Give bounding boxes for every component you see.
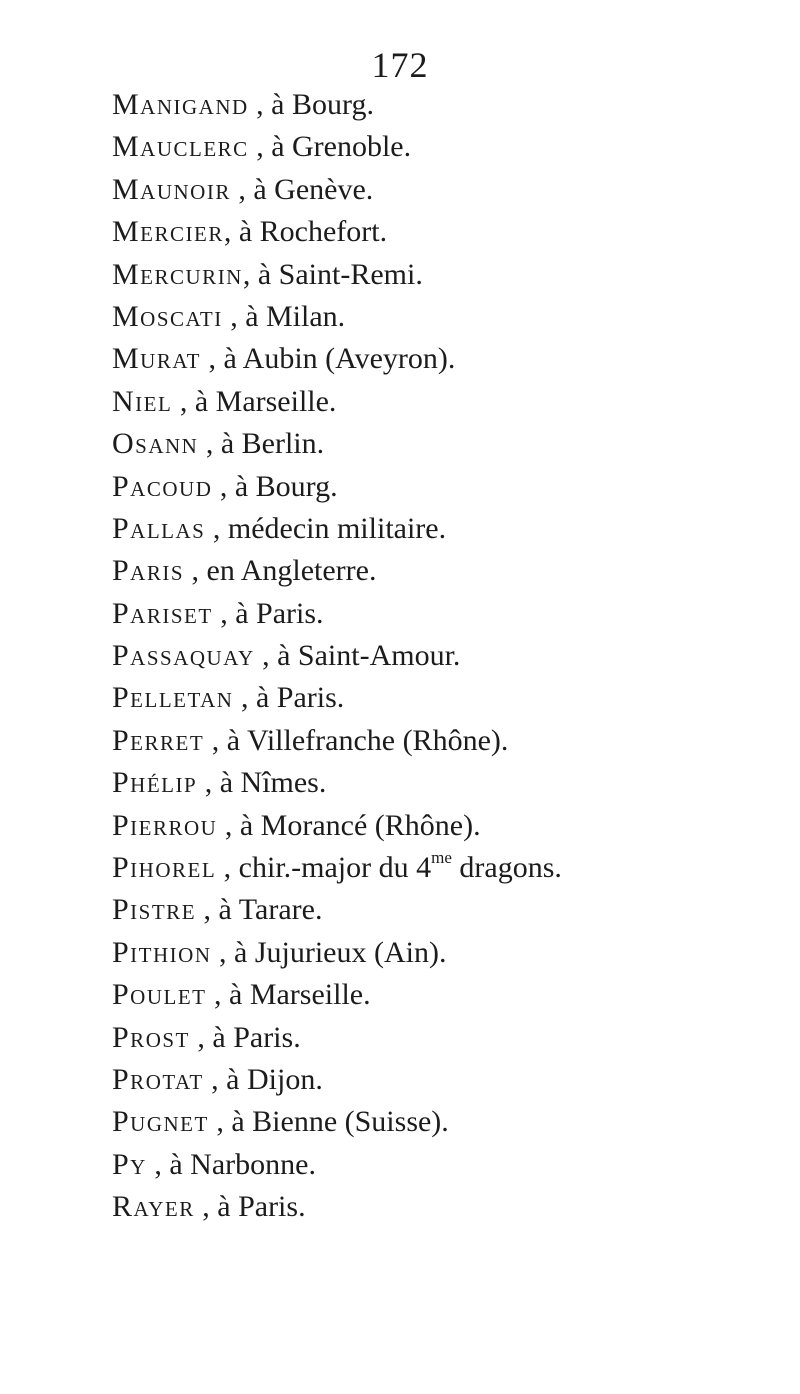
- entry-separator: ,: [172, 384, 195, 418]
- list-item: [112, 593, 800, 635]
- list-item: [112, 211, 800, 253]
- list-item: [112, 974, 800, 1016]
- entry-name: Pariset: [112, 596, 213, 630]
- entry-name: Maunoir: [112, 172, 231, 206]
- list-item: [112, 720, 800, 762]
- list-item: [112, 508, 800, 550]
- entry-separator: ,: [184, 554, 207, 588]
- entry-name: Pihorel: [112, 851, 217, 885]
- entry-place: à Bienne (Suisse).: [231, 1105, 449, 1139]
- entry-name: Pacoud: [112, 469, 213, 503]
- list-item: [112, 805, 800, 847]
- list-item: [112, 296, 800, 338]
- entry-place: à Paris.: [212, 1020, 301, 1054]
- page-number: 172: [371, 45, 429, 85]
- entry-separator: ,: [189, 1020, 213, 1054]
- entry-separator: ,: [248, 130, 272, 164]
- list-item: [112, 677, 800, 719]
- entry-separator: ,: [203, 1062, 227, 1096]
- entry-separator: ,: [146, 1147, 170, 1181]
- entry-name: Pierrou: [112, 808, 218, 842]
- entry-name: Osann: [112, 427, 199, 461]
- entry-separator: ,: [217, 808, 240, 842]
- entry-separator: ,: [216, 851, 239, 885]
- entry-separator: ,: [222, 299, 246, 333]
- entry-separator: ,: [230, 172, 254, 206]
- list-item: [112, 381, 800, 423]
- entry-place: à Milan.: [245, 299, 346, 333]
- entry-separator: ,: [205, 511, 228, 545]
- list-item: [112, 1059, 800, 1101]
- list-item: [112, 762, 800, 804]
- entry-separator: ,: [242, 257, 258, 291]
- list-item: [112, 84, 800, 126]
- list-item: [112, 889, 800, 931]
- list-item: [112, 1186, 800, 1228]
- list-item: [112, 338, 800, 380]
- entry-place: à Nîmes.: [219, 766, 327, 800]
- entry-place: à Paris.: [217, 1190, 306, 1224]
- list-item: [112, 932, 800, 974]
- entry-superscript: me: [431, 848, 452, 868]
- entry-place: à Tarare.: [218, 893, 323, 927]
- entry-place: à Marseille.: [194, 384, 337, 418]
- entry-place: à Paris.: [255, 681, 345, 715]
- list-item: [112, 635, 800, 677]
- entry-place: à Morancé (Rhône).: [239, 808, 481, 842]
- entry-name: Pithion: [112, 935, 212, 969]
- entry-name: Rayer: [112, 1190, 195, 1224]
- entry-place: à Bourg.: [234, 469, 338, 503]
- entry-name: Mercier: [112, 215, 224, 249]
- entry-name: Mauclerc: [112, 130, 249, 164]
- entry-name: Paris: [112, 554, 185, 588]
- entry-name: Mercurin: [112, 257, 243, 291]
- entry-place: à Saint-Amour.: [277, 639, 461, 673]
- entry-place: à Jujurieux (Ain).: [234, 935, 447, 969]
- entry-name: Niel: [112, 384, 173, 418]
- list-item: [112, 1017, 800, 1059]
- entry-name: Manigand: [112, 88, 249, 121]
- entry-separator: ,: [204, 723, 227, 757]
- entry-name: Pistre: [112, 893, 197, 927]
- list-item: [112, 126, 800, 168]
- entry-place-continued: dragons.: [451, 851, 562, 885]
- entry-place: à Villefranche (Rhône).: [226, 723, 509, 757]
- entry-place: à Genève.: [253, 172, 374, 206]
- entry-separator: ,: [196, 893, 219, 927]
- list-item: [112, 254, 800, 296]
- entry-place: à Grenoble.: [271, 130, 412, 164]
- entry-separator: ,: [223, 215, 239, 249]
- list-item: [112, 423, 800, 465]
- entry-separator: ,: [212, 469, 235, 503]
- entry-separator: ,: [248, 88, 272, 121]
- list-item: [112, 550, 800, 592]
- entry-separator: ,: [197, 766, 220, 800]
- entry-name: Murat: [112, 342, 202, 376]
- entry-separator: ,: [211, 935, 234, 969]
- subscriber-list: [112, 84, 800, 1229]
- entry-place: à Paris.: [235, 596, 324, 630]
- entry-separator: ,: [212, 596, 236, 630]
- entry-place: en Angleterre.: [206, 554, 377, 588]
- entry-name: Perret: [112, 723, 205, 757]
- entry-place: chir.-major du 4: [238, 851, 432, 885]
- entry-name: Phélip: [112, 766, 198, 800]
- entry-name: Pelletan: [112, 681, 234, 715]
- list-item: [112, 466, 800, 508]
- entry-separator: ,: [254, 639, 278, 673]
- list-item: [112, 1144, 800, 1186]
- entry-place: à Saint-Remi.: [257, 257, 423, 291]
- entry-name: Pallas: [112, 511, 206, 545]
- entry-name: Prost: [112, 1020, 190, 1054]
- entry-name: Passaquay: [112, 639, 255, 673]
- entry-name: Pugnet: [112, 1105, 209, 1139]
- list-item: [112, 847, 800, 889]
- entry-name: Protat: [112, 1062, 204, 1096]
- entry-separator: ,: [194, 1190, 218, 1224]
- entry-separator: ,: [208, 1105, 232, 1139]
- entry-separator: ,: [206, 978, 229, 1012]
- entry-separator: ,: [233, 681, 256, 715]
- entry-place: à Rochefort.: [238, 215, 388, 249]
- entry-place: à Narbonne.: [169, 1147, 316, 1181]
- entry-name: Py: [112, 1147, 147, 1181]
- entry-place: à Berlin.: [220, 427, 325, 461]
- entry-place: médecin militaire.: [227, 511, 447, 545]
- entry-place: à Marseille.: [229, 978, 371, 1012]
- list-item: [112, 1101, 800, 1143]
- entry-place: à Dijon.: [226, 1062, 323, 1096]
- entry-separator: ,: [198, 427, 221, 461]
- entry-name: Moscati: [112, 299, 223, 333]
- entry-place: à Bourg.: [271, 88, 374, 121]
- list-item: [112, 169, 800, 211]
- entry-name: Poulet: [112, 978, 207, 1012]
- entry-separator: ,: [201, 342, 224, 376]
- entry-place: à Aubin (Aveyron).: [223, 342, 456, 376]
